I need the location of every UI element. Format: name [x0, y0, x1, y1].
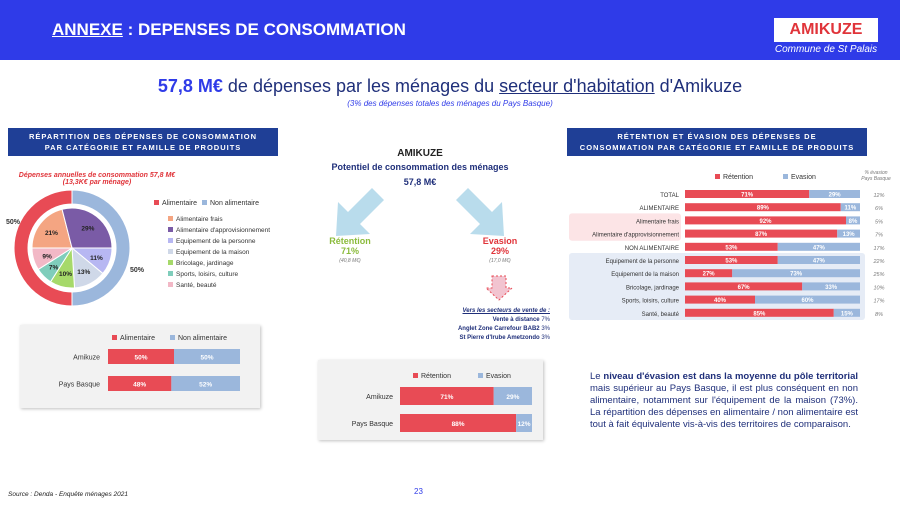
bar-value-label: 53%	[725, 258, 738, 265]
note-bold: niveau d'évasion est dans la moyenne du pôle territorial	[603, 371, 858, 382]
sector-row	[420, 334, 550, 343]
note-pre: Le	[590, 371, 604, 382]
evasion-pays-basque-value: 22%	[873, 259, 885, 265]
category-label: NON ALIMENTAIRE	[624, 245, 679, 252]
note-rest: mais supérieur au Pays Basque, il est plus conséquent en non alimentaire, notamment sur l'équipement de la maison (73%). La répartition des dépenses en alimentaire / non alimentaire est tout à fait équivalente vis-à-vis des territoires de comparaison.	[590, 383, 858, 430]
brand-logo: AMIKUZE	[774, 18, 878, 42]
sectors-title: Vers les secteurs de vente de :	[462, 308, 550, 314]
flow-arrows	[300, 180, 540, 280]
legend-label: Equipement de la maison	[176, 249, 250, 256]
evasion-pays-basque-value: 17%	[873, 298, 885, 305]
legend-label: Rétention	[723, 174, 753, 181]
legend-label: Sports, loisirs, culture	[176, 271, 239, 278]
legend-label: Evasion	[791, 174, 816, 181]
page-title-annexe: ANNEXE	[52, 20, 123, 39]
evasion-pays-basque-value: 5%	[875, 219, 883, 226]
bar-value-label: 47%	[812, 245, 825, 252]
sector-row	[420, 316, 550, 325]
bar-value-label: 48%	[133, 381, 147, 389]
evasion-pays-basque-value: 7%	[875, 232, 883, 239]
bar-value-label: 88%	[451, 421, 465, 428]
category-label: Amikuze	[73, 354, 100, 362]
legend-label: Alimentaire frais	[176, 216, 223, 223]
right-section-title	[567, 128, 867, 156]
page-title	[52, 20, 406, 40]
bar-value-label: 13%	[842, 232, 855, 239]
category-label: Sports, loisirs, culture	[621, 298, 679, 305]
legend-swatch	[154, 200, 159, 205]
evasion-label: Evasion	[482, 236, 518, 246]
bar-value-label: 71%	[440, 394, 454, 401]
headline-subtitle: (3% des dépenses totales des ménages du Pays Basque)	[347, 99, 553, 108]
retention-pct: 71%	[340, 246, 359, 256]
retention-amount: (40,8 M€)	[339, 258, 361, 264]
legend-swatch	[478, 373, 483, 378]
category-label: Bricolage, jardinage	[625, 285, 679, 292]
bar-value-label: 52%	[199, 381, 213, 389]
inner-slice-label: 29%	[81, 225, 95, 233]
bar-value-label: 53%	[725, 245, 738, 252]
inner-slice-label: 10%	[59, 271, 73, 279]
brand-subtitle: Commune de St Palais	[774, 44, 878, 55]
legend-label: Evasion	[486, 373, 511, 380]
legend-swatch	[413, 373, 418, 378]
sector-name: Vente à distance	[492, 317, 540, 323]
legend-swatch	[168, 282, 173, 287]
legend-label: Alimentaire	[162, 200, 198, 207]
category-label: ALIMENTAIRE	[639, 206, 679, 213]
sector-row	[420, 325, 550, 334]
legend-swatch	[168, 238, 173, 243]
category-retention-chart	[565, 168, 900, 326]
evasion-pays-basque-value: 25%	[873, 272, 885, 279]
legend-label: Rétention	[421, 373, 451, 380]
legend-swatch	[168, 216, 173, 221]
evasion-pays-basque-value: 6%	[875, 206, 883, 213]
bar-value-label: 50%	[200, 354, 214, 362]
bar-value-label: 27%	[702, 271, 715, 278]
left-section-title	[8, 128, 278, 156]
retention-block	[310, 236, 390, 264]
legend-swatch	[168, 249, 173, 254]
donut-chart	[0, 190, 290, 310]
retention-chart	[318, 360, 543, 440]
legend-swatch	[168, 227, 173, 232]
bar-value-label: 60%	[801, 298, 814, 305]
page-title-rest: : DEPENSES DE CONSOMMATION	[122, 20, 406, 39]
donut-note-line2: (13,3K€ par ménage)	[62, 179, 132, 186]
center-total: 57,8 M€	[403, 177, 437, 187]
headline	[0, 76, 900, 97]
bar-value-label: 50%	[134, 354, 148, 362]
bar-value-label: 71%	[741, 192, 754, 199]
sector-value: 3%	[539, 335, 550, 341]
retention-arrow-icon	[336, 188, 384, 236]
evasion-block	[460, 236, 540, 264]
legend-label: Equipement de la personne	[176, 238, 256, 245]
headline-underlined: secteur d'habitation	[499, 76, 655, 96]
category-label: Equipement de la maison	[611, 272, 679, 279]
left-section-title-line2: PAR CATÉGORIE ET FAMILLE DE PRODUITS	[44, 143, 242, 152]
center-subtitle: Potentiel de consommation des ménages	[331, 162, 509, 172]
legend-swatch	[170, 335, 175, 340]
source-note: Source : Denda - Enquête ménages 2021	[8, 491, 128, 498]
evasion-pb-line2: Pays Basque	[861, 176, 891, 182]
category-label: Amikuze	[366, 394, 393, 401]
evasion-pb-line1: % évasion	[864, 170, 888, 176]
center-title: AMIKUZE	[397, 148, 443, 159]
category-label: TOTAL	[660, 193, 679, 199]
left-section-title-line1: RÉPARTITION DES DÉPENSES DE CONSOMMATION	[28, 132, 258, 141]
legend-swatch	[783, 174, 788, 179]
bar-value-label: 47%	[812, 258, 825, 265]
bar-value-label: 11%	[844, 205, 857, 212]
bar-value-label: 15%	[840, 311, 853, 318]
legend-swatch	[112, 335, 117, 340]
bar-value-label: 85%	[753, 311, 766, 318]
bar-value-label: 33%	[825, 284, 838, 291]
inner-slice-label: 11%	[90, 254, 103, 262]
category-label: Alimentaire d'approvisionnement	[592, 232, 679, 239]
bar-value-label: 87%	[755, 232, 768, 239]
legend-swatch	[202, 200, 207, 205]
analysis-note	[590, 371, 858, 431]
sector-value: 3%	[539, 326, 550, 332]
bar-value-label: 29%	[828, 192, 841, 199]
category-label: Pays Basque	[58, 381, 100, 389]
evasion-pct: 29%	[490, 246, 509, 256]
evasion-arrow-icon	[456, 188, 504, 236]
category-label: Equipement de la personne	[605, 259, 679, 265]
bar-value-label: 89%	[756, 205, 769, 212]
legend-label: Alimentaire	[120, 335, 156, 342]
inner-slice-label: 7%	[48, 264, 59, 272]
retention-label: Rétention	[329, 236, 371, 246]
bar-value-label: 67%	[737, 284, 750, 291]
legend-label: Non alimentaire	[210, 200, 260, 207]
category-label: Pays Basque	[351, 421, 393, 428]
bar-value-label: 12%	[517, 421, 531, 428]
sector-name: Anglet Zone Carrefour BAB2	[457, 326, 540, 332]
right-section-title-line1: RÉTENTION ET ÉVASION DES DÉPENSES DE	[617, 132, 817, 141]
evasion-pays-basque-value: 12%	[873, 193, 885, 199]
bar-value-label: 92%	[759, 218, 772, 225]
evasion-pays-basque-value: 10%	[873, 285, 885, 292]
legend-label: Bricolage, jardinage	[176, 260, 234, 267]
bar-value-label: 29%	[506, 394, 520, 401]
headline-text2: d'Amikuze	[654, 76, 743, 96]
bar-value-label: 73%	[790, 271, 803, 278]
inner-slice-label: 13%	[77, 269, 91, 277]
legend-label: Non alimentaire	[178, 335, 228, 342]
bar-value-label: 8%	[848, 218, 858, 225]
right-section-title-line2: CONSOMMATION PAR CATÉGORIE ET FAMILLE DE PRODUITS	[579, 143, 855, 152]
sector-value: 7%	[539, 317, 550, 323]
outer-slice-label: 50%	[130, 267, 145, 274]
outer-slice-label: 50%	[6, 219, 21, 226]
header-bar	[0, 0, 900, 60]
page-number: 23	[414, 487, 423, 496]
legend-label: Alimentaire d'approvisionnement	[176, 227, 271, 234]
sectors-block	[420, 307, 550, 343]
inner-slice-label: 21%	[44, 230, 58, 238]
category-label: Santé, beauté	[641, 311, 679, 318]
category-label: Alimentaire frais	[635, 219, 679, 226]
headline-text1: de dépenses par les ménages du	[222, 76, 500, 96]
sector-name: St Pierre d'Irube Ametzondo	[459, 335, 540, 341]
inner-slice-label: 9%	[42, 253, 52, 261]
evasion-pays-basque-value: 8%	[875, 311, 883, 318]
donut-note	[12, 172, 182, 186]
food-split-chart	[20, 325, 260, 408]
legend-swatch	[168, 260, 173, 265]
legend-swatch	[168, 271, 173, 276]
evasion-amount: (17,0 M€)	[489, 258, 511, 264]
down-arrow-icon	[484, 274, 514, 302]
legend-label: Santé, beauté	[176, 282, 217, 289]
donut-note-line1: Dépenses annuelles de consommation 57,8 M€	[18, 172, 176, 179]
bar-value-label: 40%	[713, 298, 727, 305]
legend-swatch	[715, 174, 720, 179]
evasion-pays-basque-value: 17%	[873, 245, 885, 252]
headline-amount: 57,8 M€	[157, 76, 223, 96]
